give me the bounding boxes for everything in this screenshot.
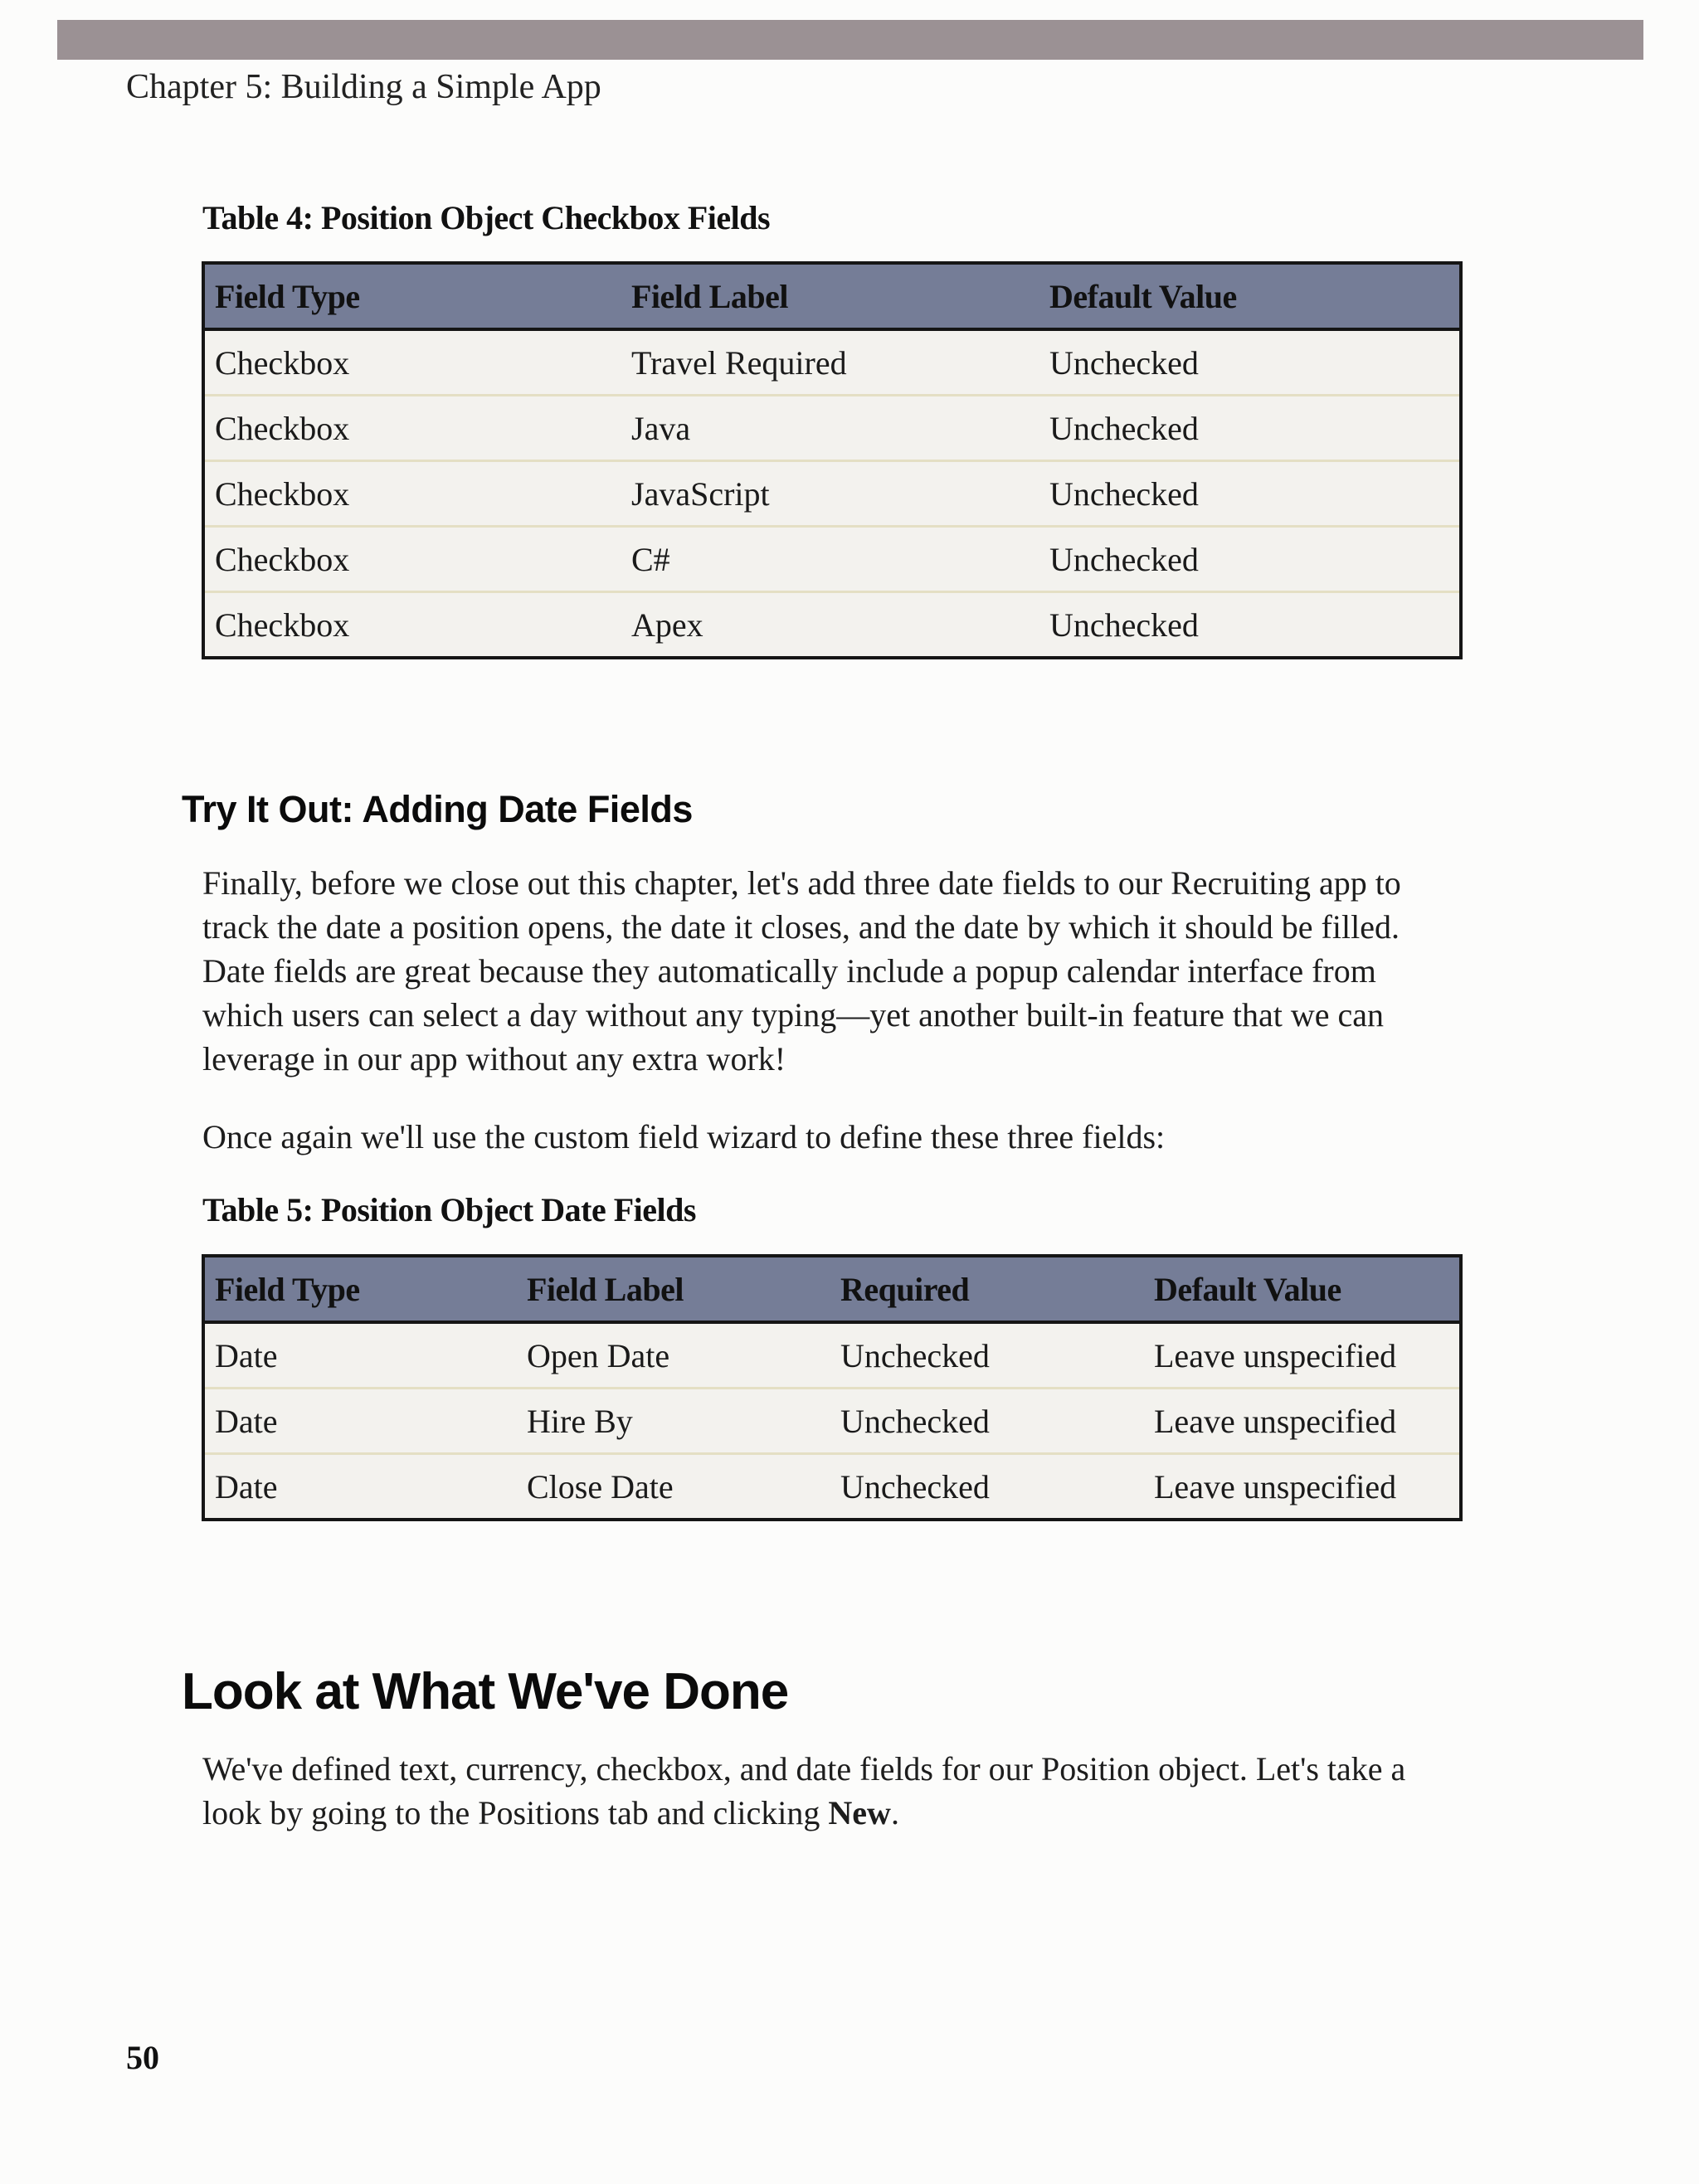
table-cell: Leave unspecified (1144, 1454, 1461, 1520)
paragraph-text: We've defined text, currency, checkbox, and date fields for our Position object. Let's take a look by going to the Positions tab and clicking (202, 1750, 1406, 1831)
table5 (202, 1254, 1463, 1521)
table-cell: Unchecked (1039, 527, 1461, 592)
table-header-row (203, 263, 1461, 329)
table-cell: Unchecked (830, 1389, 1144, 1454)
table-row (203, 527, 1461, 592)
table-cell: Leave unspecified (1154, 1336, 1397, 1374)
column-header: Field Type (203, 263, 621, 329)
table-row (203, 1389, 1461, 1454)
header-bar (57, 20, 1643, 60)
table-cell: Apex (621, 592, 1039, 659)
table-cell: Close Date (517, 1454, 830, 1520)
section-heading-try-it-out: Try It Out: Adding Date Fields (182, 788, 693, 830)
table-cell: Date (203, 1454, 517, 1520)
column-header: Default Value (1144, 1256, 1461, 1322)
table-cell: Travel Required (631, 343, 847, 382)
table-cell: Unchecked (1049, 343, 1199, 382)
table-cell: Date (203, 1389, 517, 1454)
table-cell: Unchecked (1039, 592, 1461, 659)
table4 (202, 261, 1463, 659)
table-cell: Checkbox (215, 343, 350, 382)
table-cell: Checkbox (203, 527, 621, 592)
table-cell: Unchecked (1039, 461, 1461, 527)
column-header: Required (830, 1256, 1144, 1322)
table-header-row (203, 1256, 1461, 1322)
table-cell: JavaScript (621, 461, 1039, 527)
table-cell: Unchecked (840, 1336, 990, 1374)
table-row (203, 461, 1461, 527)
column-header: Field Type (203, 1256, 517, 1322)
body-paragraph (202, 1747, 1463, 1835)
body-paragraph: Finally, before we close out this chapter, let's add three date fields to our Recruiting app to track the date a position opens, the date it closes, and the date by which it should be filled. Date fields are great because they automatically include a popup calendar interface from which users can select a day without any typing—yet another built-in feature that we can leverage in our app without any extra work! (202, 864, 1401, 1077)
section-heading-look-at-what-weve-done: Look at What We've Done (182, 1663, 789, 1720)
table-cell: Unchecked (1039, 396, 1461, 461)
table4-caption: Table 4: Position Object Checkbox Fields (202, 199, 771, 236)
paragraph-text: . (890, 1794, 899, 1831)
table-cell: Open Date (527, 1336, 670, 1374)
table-row (203, 396, 1461, 461)
table-row (203, 329, 1461, 396)
page-number: 50 (126, 2039, 159, 2076)
table5-caption: Table 5: Position Object Date Fields (202, 1191, 696, 1228)
table-cell: Checkbox (203, 396, 621, 461)
table-cell: Checkbox (203, 461, 621, 527)
column-header: Default Value (1039, 263, 1461, 329)
table-row (203, 592, 1461, 659)
new-button-reference: New (828, 1794, 891, 1831)
body-paragraph: Once again we'll use the custom field wizard to define these three fields: (202, 1118, 1166, 1155)
table-row (203, 1322, 1461, 1389)
table-cell: Checkbox (203, 592, 621, 659)
column-header: Field Label (621, 263, 1039, 329)
column-header: Field Label (517, 1256, 830, 1322)
table-cell: C# (621, 527, 1039, 592)
table-cell: Unchecked (830, 1454, 1144, 1520)
table-cell: Java (621, 396, 1039, 461)
table-cell: Date (215, 1336, 278, 1374)
table-cell: Hire By (517, 1389, 830, 1454)
table-row (203, 1454, 1461, 1520)
running-head: Chapter 5: Building a Simple App (126, 68, 601, 106)
table-cell: Leave unspecified (1144, 1389, 1461, 1454)
